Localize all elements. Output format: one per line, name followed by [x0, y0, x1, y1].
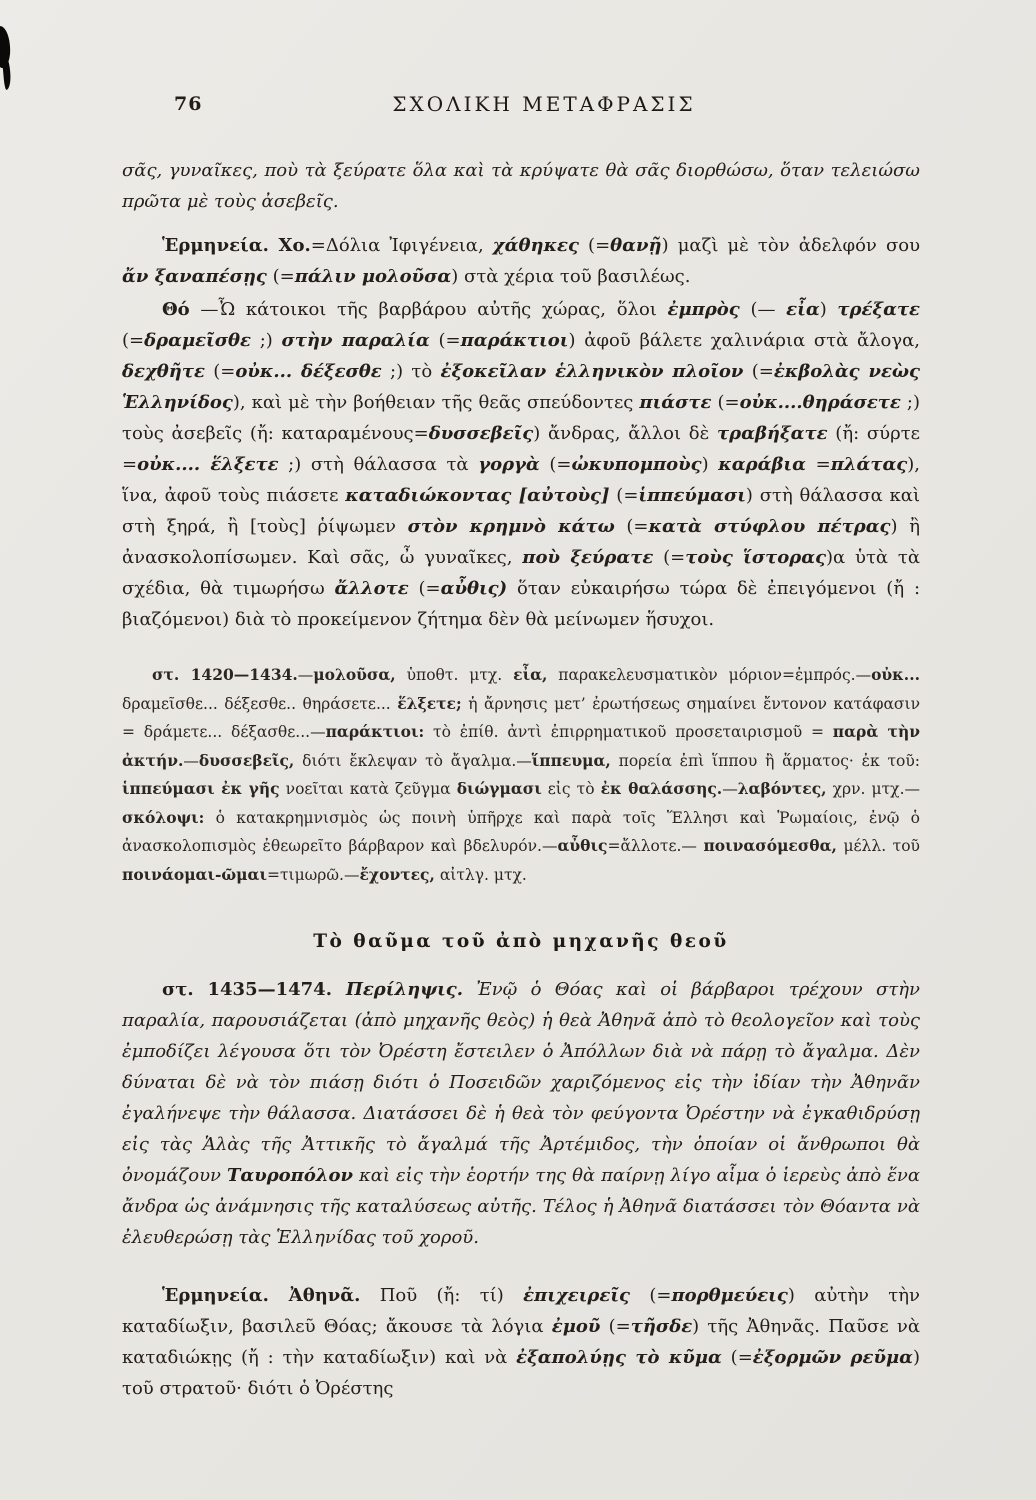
running-title: ΣΧΟΛΙΚΗ ΜΕΤΑΦΡΑΣΙΣ	[392, 92, 696, 116]
page-number: 76	[174, 93, 203, 115]
hermeneia-chorus-paragraph: Ἑρμηνεία. Χο.=Δόλια Ἰφιγένεια, χάθηκες (=θανῇ) μαζὶ μὲ τὸν ἀδελφόν σου ἄν ξαναπέσῃς (=πάλιν μολοῦσα) στὰ χέρια τοῦ βασιλέως.	[122, 235, 921, 287]
verse-notes-block: στ. 1420—1434.—μολοῦσα, ὑποθτ. μτχ. εἶα, παρακελευσματικὸν μόριον=ἐμπρός.—οὐκ... δραμεῖσθε... δέξεσθε.. θηράσετε... ἕλξετε; ἡ ἄρνησις μετ’ ἐρωτήσεως σημαίνει ἔντονον κατάφασιν = δράμετε... δέξασθε...—παράκτιοι: τὸ ἐπίθ. ἀντὶ ἐπιρρηματικοῦ προσεταιρισμοῦ = παρὰ τὴν ἀκτήν.—δυσσεβεῖς, διότι ἔκλεψαν τὸ ἄγαλμα.—ἵππευμα, πορεία ἐπὶ ἵππου ἢ ἅρματος· ἐκ τοῦ: ἱππεύμασι ἐκ γῆς νοεῖται κατὰ ζεῦγμα διώγμασι εἰς τὸ ἐκ θαλάσσης.—λαβόντες, χρν. μτχ.—σκόλοψι: ὁ κατακρημνισμὸς ὡς ποινὴ ὑπῆρχε καὶ παρὰ τοῖς Ἕλλησι καὶ Ῥωμαίοις, ἐνῷ ὁ ἀνασκολοπισμὸς ἐθεωρεῖτο βάρβαρον καὶ βδελυρόν.—αὖθις=ἄλλοτε.— ποινασόμεσθα, μέλλ. τοῦ ποινάομαι-ῶμαι=τιμωρῶ.—ἔχοντες, αἰτλγ. μτχ.	[122, 665, 920, 884]
translation-continuation-paragraph: σᾶς, γυναῖκες, ποὺ τὰ ξεύρατε ὅλα καὶ τὰ κρύψατε θὰ σᾶς διορθώσω, ὅταν τελειώσω πρῶτα μὲ τοὺς ἀσεβεῖς.	[122, 160, 920, 212]
section-heading: Τὸ θαῦμα τοῦ ἀπὸ μηχανῆς θεοῦ	[313, 931, 729, 952]
summary-paragraph: στ. 1435—1474. Περίληψις. Ἐνῷ ὁ Θόας καὶ οἱ βάρβαροι τρέχουν στὴν παραλία, παρουσιάζεται (ἀπὸ μηχανῆς θεὸς) ἡ θεὰ Ἀθηνᾶ ἀπὸ τὸ θεολογεῖον καὶ τοὺς ἐμποδίζει λέγουσα ὅτι τὸν Ὀρέστη ἔστειλεν ὁ Ἀπόλλων διὰ νὰ πάρῃ τὸ ἄγαλμα. Δὲν δύναται δὲ νὰ τὸν πιάσῃ διότι ὁ Ποσειδῶν χαριζόμενος εἰς τὴν ἰδίαν τὴν Ἀθηνᾶν ἐγαλήνεψε τὴν θάλασσα. Διατάσσει δὲ ἡ θεὰ τὸν φεύγοντα Ὀρέστην νὰ ἐγκαθιδρύσῃ εἰς τὰς Ἁλὰς τῆς Ἀττικῆς τὸ ἄγαλμά τῆς Ἀρτέμιδος, τὴν ὁποίαν οἱ ἄνθρωποι θὰ ὀνομάζουν Ταυροπόλον καὶ εἰς τὴν ἑορτήν της θὰ παίρνῃ λίγο αἷμα ὁ ἱερεὺς ἀπὸ ἕνα ἄνδρα ὡς ἀνάμνησις τῆς καταλύσεως αὐτῆς. Τέλος ἡ Ἀθηνᾶ διατάσσει τὸν Θόαντα νὰ ἐλευθερώσῃ τὰς Ἑλληνίδας τοῦ χοροῦ.	[122, 979, 920, 1248]
running-header	[122, 92, 920, 118]
ink-blot-artifact	[0, 25, 12, 68]
page-content	[122, 0, 920, 1404]
hermeneia-athena-paragraph: Ἑρμηνεία. Ἀθηνᾶ. Ποῦ (ἤ: τί) ἐπιχειρεῖς (=πορθμεύεις) αὐτὴν τὴν καταδίωξιν, βασιλεῦ Θόας; ἄκουσε τὰ λόγια ἐμοῦ (=τῆσδε) τῆς Ἀθηνᾶς. Παῦσε νὰ καταδιώκῃς (ἤ : τὴν καταδίωξιν) καὶ νὰ ἐξαπολύῃς τὸ κῦμα (=ἐξορμῶν ρεῦμα) τοῦ στρατοῦ· διότι ὁ Ὀρέστης	[122, 1285, 920, 1399]
thoas-speech-paragraph: Θό —Ὦ κάτοικοι τῆς βαρβάρου αὐτῆς χώρας, ὅλοι ἐμπρὸς (— εἶα) τρέξατε (=δραμεῖσθε ;) στὴν παραλία (=παράκτιοι) ἀφοῦ βάλετε χαλινάρια στὰ ἄλογα, δεχθῆτε (=οὐκ... δέξεσθε ;) τὸ ἐξοκεῖλαν ἑλληνικὸν πλοῖον (=ἐκβολὰς νεὼς Ἑλληνίδος), καὶ μὲ τὴν βοήθειαν τῆς θεᾶς σπεύδοντες πιάστε (=οὐκ....θηράσετε ;) τοὺς ἀσεβεῖς (ἤ: καταραμένους=δυσσεβεῖς) ἄνδρας, ἄλλοι δὲ τραβήξατε (ἤ: σύρτε =οὐκ.... ἕλξετε ;) στὴ θάλασσα τὰ γοργὰ (=ὠκυπομποὺς) καράβια =πλάτας), ἵνα, ἀφοῦ τοὺς πιάσετε καταδιώκοντας [αὐτοὺς] (=ἱππεύμασι) στὴ θάλασσα καὶ στὴ ξηρά, ἢ [τοὺς] ῥίψωμεν στὸν κρημνὸ κάτω (=κατὰ στύφλου πέτρας) ἢ ἀνασκολοπίσωμεν. Καὶ σᾶς, ὦ γυναῖκες, ποὺ ξεύρατε (=τοὺς ἵστορας)α ὑτὰ τὰ σχέδια, θὰ τιμωρήσω ἄλλοτε (=αὖθις) ὅταν εὐκαιρήσω τώρα δὲ ἐπειγόμενοι (ἤ : βιαζόμενοι) διὰ τὸ προκείμενον ζήτημα δὲν θὰ μείνωμεν ἥσυχοι.	[122, 299, 921, 630]
